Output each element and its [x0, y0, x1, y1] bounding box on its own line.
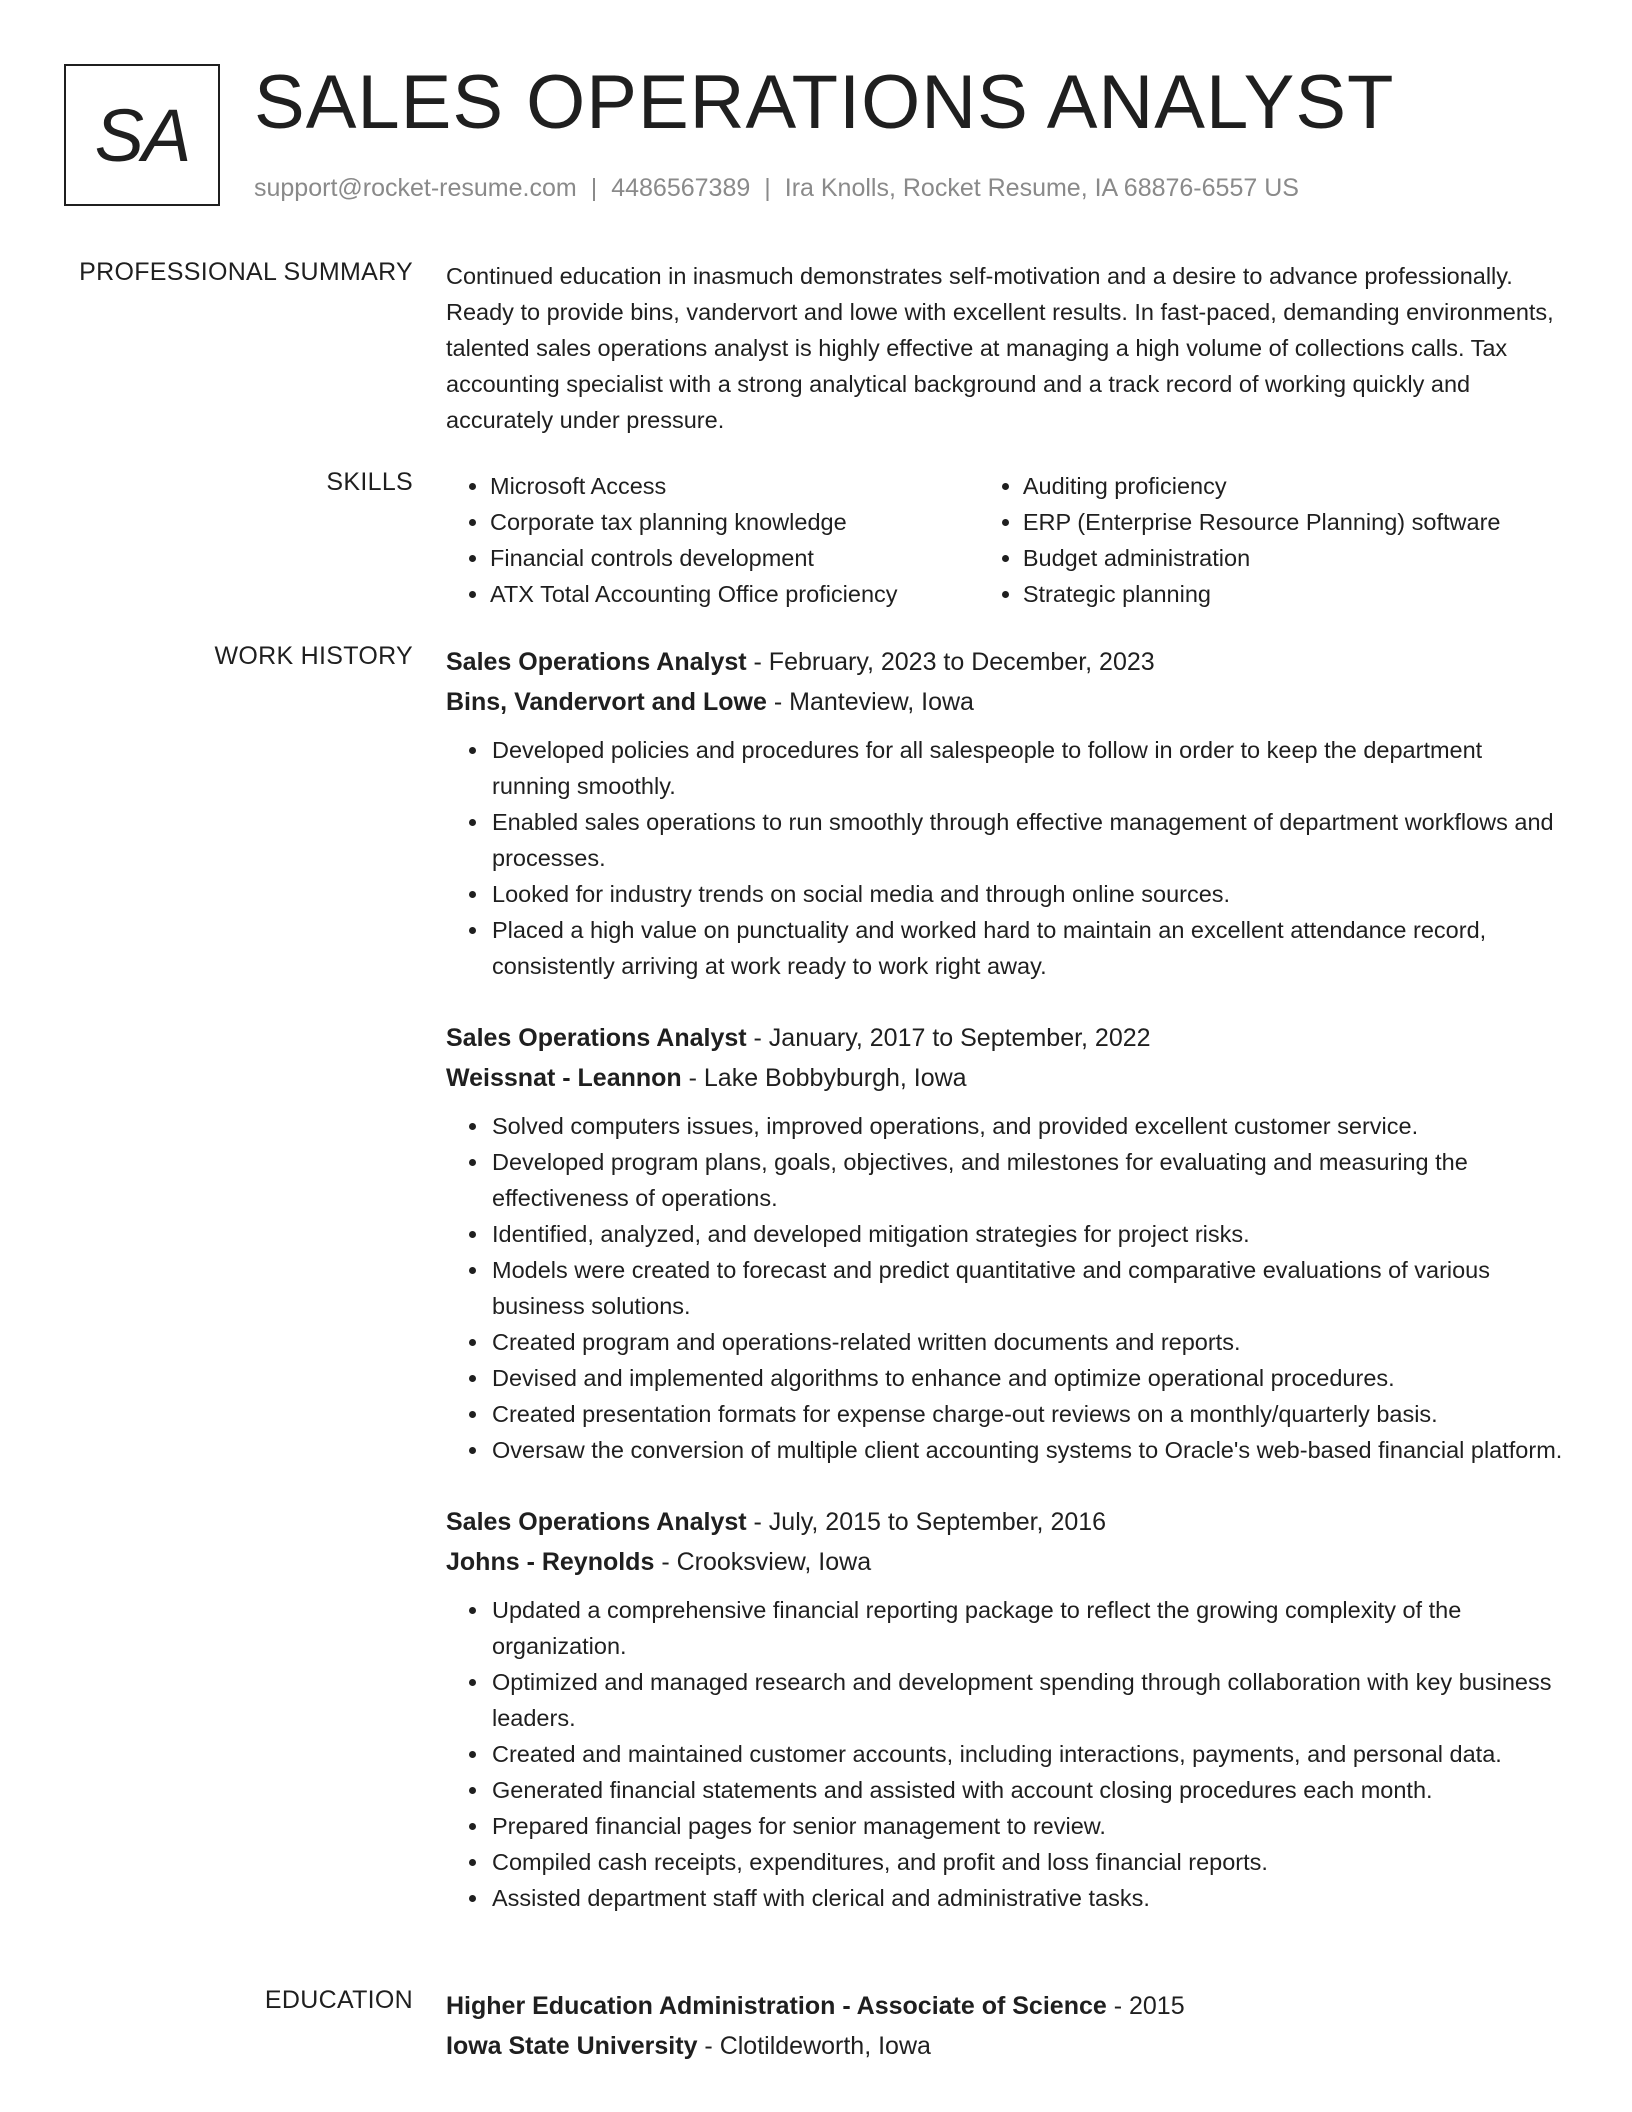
- contact-separator: |: [764, 174, 771, 202]
- skills-list-right: [979, 468, 1566, 612]
- job-bullet: • Created program and operations-related written documents and reports.: [490, 1324, 1566, 1360]
- job-bullet: • Oversaw the conversion of multiple client accounting systems to Oracle's web-based financial platform.: [490, 1432, 1566, 1468]
- job-dates: - July, 2015 to September, 2016: [746, 1508, 1107, 1536]
- job-bullet: • Optimized and managed research and development spending through collaboration with key business leaders.: [490, 1664, 1566, 1736]
- job-bullet: • Developed program plans, goals, objectives, and milestones for evaluating and measuring the effectiveness of operations.: [490, 1144, 1566, 1216]
- job-title: Sales Operations Analyst: [446, 1024, 747, 1052]
- section-label: PROFESSIONAL SUMMARY: [79, 258, 413, 286]
- job-bullet: • Updated a comprehensive financial reporting package to reflect the growing complexity of the organization.: [490, 1592, 1566, 1664]
- job-bullet: • Solved computers issues, improved operations, and provided excellent customer service.: [490, 1108, 1566, 1144]
- job-bullet: • Models were created to forecast and predict quantitative and comparative evaluations of various business solutions.: [490, 1252, 1566, 1324]
- job-bullet: • Looked for industry trends on social media and through online sources.: [490, 876, 1566, 912]
- job-title-line: [446, 642, 1566, 682]
- job-company: Bins, Vandervort and Lowe: [446, 688, 767, 716]
- skill-item: • Microsoft Access: [490, 468, 979, 504]
- job-bullets: [446, 1108, 1566, 1468]
- job-bullet: • Devised and implemented algorithms to enhance and optimize operational procedures.: [490, 1360, 1566, 1396]
- education-degree: Higher Education Administration - Associate of Science: [446, 1992, 1107, 2020]
- education-degree-line: [446, 1986, 1566, 2026]
- job-bullet: • Compiled cash receipts, expenditures, and profit and loss financial reports.: [490, 1844, 1566, 1880]
- skill-item: • Budget administration: [1023, 540, 1566, 576]
- skills-list-left: [446, 468, 979, 612]
- job-bullet: • Prepared financial pages for senior management to review.: [490, 1808, 1566, 1844]
- job-entry: [446, 1502, 1566, 1916]
- job-bullet: • Enabled sales operations to run smoothly through effective management of department workflows and processes.: [490, 804, 1566, 876]
- job-company-line: [446, 682, 1566, 722]
- job-bullet: • Placed a high value on punctuality and worked hard to maintain an excellent attendance record, consistently arriving at work ready to work right away.: [490, 912, 1566, 984]
- job-title-line: [446, 1018, 1566, 1058]
- resume-header: [64, 60, 1584, 214]
- education-school: Iowa State University: [446, 2032, 698, 2060]
- job-bullets: [446, 1592, 1566, 1916]
- job-dates: - January, 2017 to September, 2022: [746, 1024, 1151, 1052]
- job-company-line: [446, 1058, 1566, 1098]
- skill-item: • ERP (Enterprise Resource Planning) software: [1023, 504, 1566, 540]
- skill-item: • Corporate tax planning knowledge: [490, 504, 979, 540]
- education-school-line: [446, 2026, 1566, 2066]
- job-bullet: • Created presentation formats for expense charge-out reviews on a monthly/quarterly basis.: [490, 1396, 1566, 1432]
- section-label: WORK HISTORY: [214, 642, 413, 670]
- job-entry: [446, 642, 1566, 984]
- skill-item: • ATX Total Accounting Office proficiency: [490, 576, 979, 612]
- job-title: Sales Operations Analyst: [446, 648, 747, 676]
- job-bullet: • Assisted department staff with clerical and administrative tasks.: [490, 1880, 1566, 1916]
- candidate-title: SALES OPERATIONS ANALYST: [254, 60, 1395, 145]
- section-label: EDUCATION: [264, 1986, 413, 2014]
- job-location: - Manteview, Iowa: [766, 688, 974, 716]
- job-location: - Crooksview, Iowa: [654, 1548, 872, 1576]
- skill-item: • Auditing proficiency: [1023, 468, 1566, 504]
- job-company: Johns - Reynolds: [446, 1548, 655, 1576]
- job-bullet: • Generated financial statements and assisted with account closing procedures each month.: [490, 1772, 1566, 1808]
- section-label: SKILLS: [326, 468, 413, 496]
- contact-phone: 4486567389: [611, 174, 751, 202]
- monogram: SA: [64, 64, 220, 206]
- education-year: - 2015: [1106, 1992, 1185, 2020]
- job-bullet: • Developed policies and procedures for all salespeople to follow in order to keep the department running smoothly.: [490, 732, 1566, 804]
- job-entry: [446, 1018, 1566, 1468]
- job-title: Sales Operations Analyst: [446, 1508, 747, 1536]
- skill-item: • Strategic planning: [1023, 576, 1566, 612]
- job-dates: - February, 2023 to December, 2023: [746, 648, 1155, 676]
- contact-separator: |: [590, 174, 598, 202]
- contact-email: support@rocket-resume.com: [254, 174, 577, 202]
- contact-line: [254, 174, 1299, 203]
- skill-item: • Financial controls development: [490, 540, 979, 576]
- job-title-line: [446, 1502, 1566, 1542]
- job-location: - Lake Bobbyburgh, Iowa: [681, 1064, 967, 1092]
- contact-address: Ira Knolls, Rocket Resume, IA 68876-6557 US: [784, 174, 1299, 202]
- job-bullet: • Created and maintained customer accounts, including interactions, payments, and personal data.: [490, 1736, 1566, 1772]
- summary-text: Continued education in inasmuch demonstrates self-motivation and a desire to advance professionally. Ready to provide bins, vandervort and lowe with excellent results. In fast-paced, demanding environments, talented sales operations analyst is highly effective at managing a high volume of collections calls. Tax accounting specialist with a strong analytical background and a track record of working quickly and accurately under pressure.: [446, 263, 1554, 433]
- job-company: Weissnat - Leannon: [446, 1064, 682, 1092]
- education-location: - Clotildeworth, Iowa: [697, 2032, 931, 2060]
- job-bullet: • Identified, analyzed, and developed mitigation strategies for project risks.: [490, 1216, 1566, 1252]
- job-bullets: [446, 732, 1566, 984]
- job-company-line: [446, 1542, 1566, 1582]
